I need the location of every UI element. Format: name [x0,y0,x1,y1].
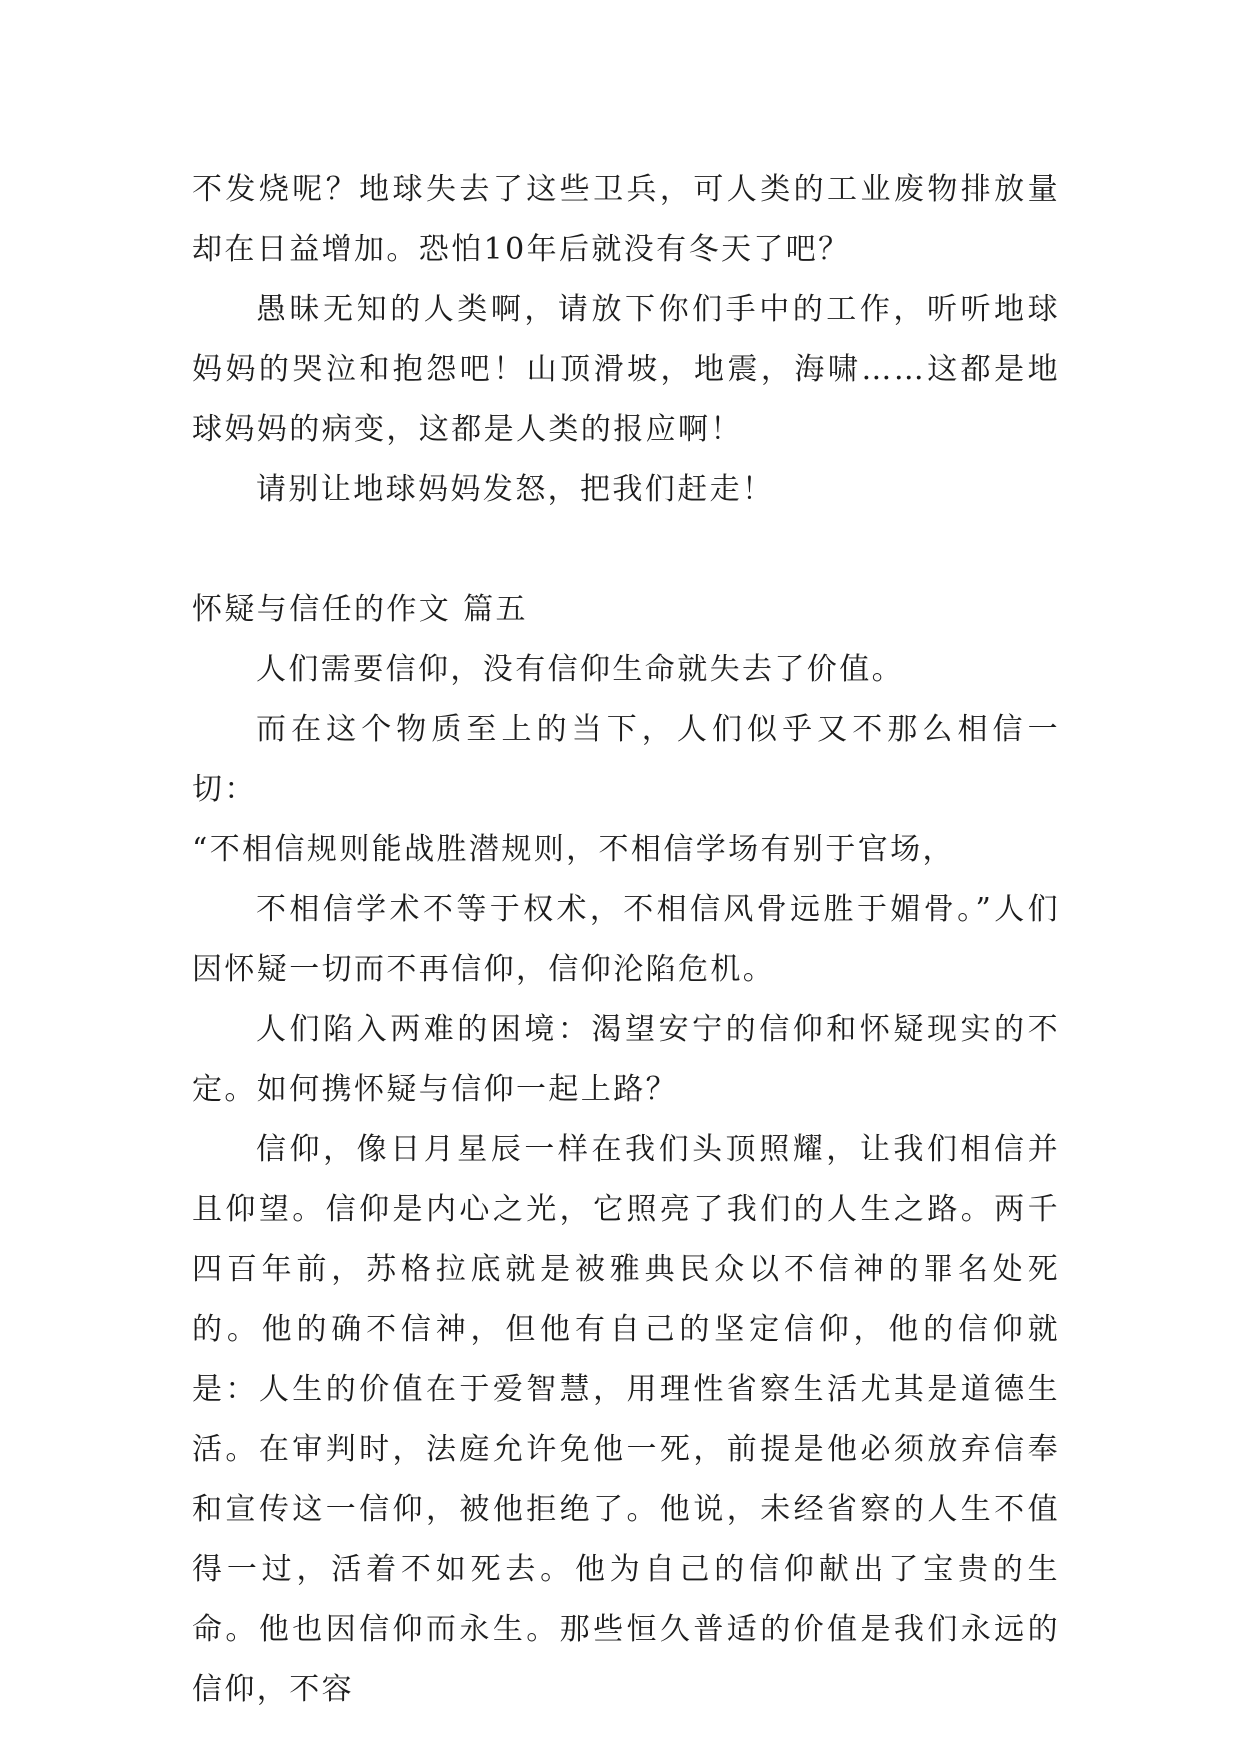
paragraph: 请别让地球妈妈发怒，把我们赶走！ [256,472,775,507]
paragraph-quote: “不相信规则能战胜潜规则，不相信学场有别于官场， [192,832,955,867]
paragraph: 不相信学术不等于权术，不相信风骨远胜于媚骨。”人们因怀疑一切而不再信仰，信仰沦陷危机。 [192,892,1060,987]
paragraph: 愚昧无知的人类啊，请放下你们手中的工作，听听地球妈妈的哭泣和抱怨吧！山顶滑坡，地震，海啸……这都是地球妈妈的病变，这都是人类的报应啊！ [192,292,1060,447]
paragraph: 而在这个物质至上的当下，人们似乎又不那么相信一切： [192,712,1060,807]
paragraph: 人们陷入两难的困境：渴望安宁的信仰和怀疑现实的不定。如何携怀疑与信仰一起上路？ [192,1012,1060,1107]
paragraph: 人们需要信仰，没有信仰生命就失去了价值。 [256,652,904,687]
paragraph-continuation: 不发烧呢？地球失去了这些卫兵，可人类的工业废物排放量却在日益增加。恐怕10年后就没有冬天了吧？ [192,172,1060,267]
paragraph: 信仰，像日月星辰一样在我们头顶照耀，让我们相信并且仰望。信仰是内心之光，它照亮了我们的人生之路。两千四百年前，苏格拉底就是被雅典民众以不信神的罪名处死的。他的确不信神，但他有自己的坚定信仰，他的信仰就是：人生的价值在于爱智慧，用理性省察生活尤其是道德生活。在审判时，法庭允许免他一死，前提是他必须放弃信奉和宣传这一信仰，被他拒绝了。他说，未经省察的人生不值得一过，活着不如死去。他为自己的信仰献出了宝贵的生命。他也因信仰而永生。那些恒久普适的价值是我们永远的信仰，不容 [192,1132,1060,1707]
document-body [192,160,1060,1720]
section-heading: 怀疑与信任的作文 篇五 [192,592,528,627]
